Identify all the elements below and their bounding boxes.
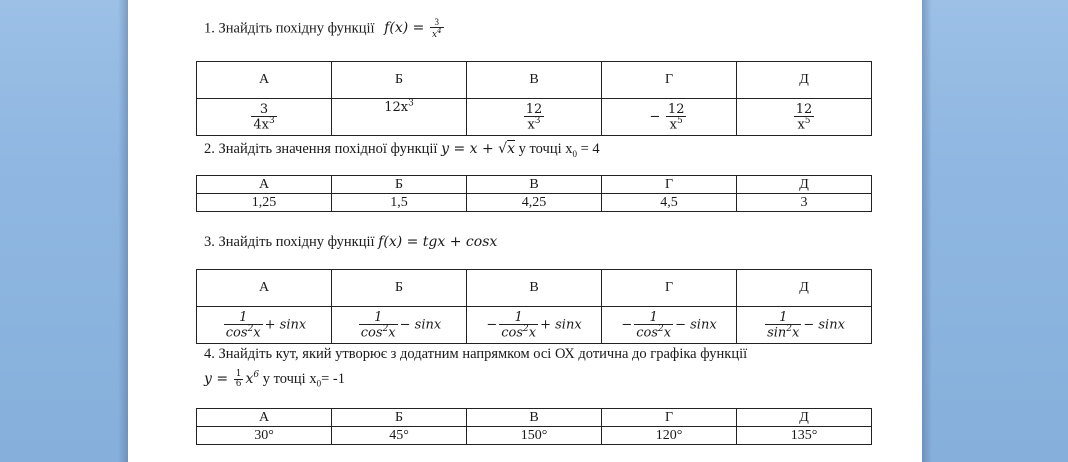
header-c: В (467, 176, 602, 194)
answers-table-4 (196, 408, 872, 445)
table-row (197, 307, 872, 344)
question-3-text: 3. Знайдіть похідну функції (204, 234, 375, 250)
answer-e: 3 (737, 194, 872, 212)
header-d: Г (602, 409, 737, 427)
question-3 (204, 233, 497, 251)
header-d: Г (602, 270, 737, 307)
answers-table-2 (196, 175, 872, 212)
answer-c: − $\frac{1}{\cos^2x}$ + sinx (467, 307, 602, 344)
answer-c: 150° (467, 427, 602, 445)
table-header-row (197, 270, 872, 307)
question-2: 2. Знайдіть значення похідної функції y = x + √x у точці $х_0 = 4$ (204, 141, 600, 159)
table-row (197, 427, 872, 445)
header-d: Г (602, 62, 737, 99)
answer-d: − $\frac{1}{\cos^2x}$ − sinx (602, 307, 737, 344)
answer-a: $\frac{3}{4x^3}$ (197, 99, 332, 136)
question-4-fraction: $\frac{1}{6}$ (235, 369, 242, 389)
header-b: Б (332, 270, 467, 307)
answer-c: $\frac{12}{x^3}$ (467, 99, 602, 136)
answers-table-3 (196, 269, 872, 344)
answer-d: − $\frac{12}{x^5}$ (602, 99, 737, 136)
table-row (197, 194, 872, 212)
answer-e: $\frac{1}{\sin^2x}$ − sinx (737, 307, 872, 344)
question-2-text: 2. Знайдіть значення похідної функції (204, 141, 438, 157)
question-4-line-2: y = $\frac{1}{6}$ $x^6$ у точці $х_0= -1$ (204, 369, 345, 389)
answer-b: $\frac{1}{\cos^2x}$ − sinx (332, 307, 467, 344)
header-d: Г (602, 176, 737, 194)
table-row (197, 99, 872, 136)
question-2-formula: y = x + √x (441, 141, 515, 157)
page-shadow-left (118, 0, 128, 462)
answer-a: 30° (197, 427, 332, 445)
header-c: В (467, 270, 602, 307)
answer-c: 4,25 (467, 194, 602, 212)
question-4-line-1: 4. Знайдіть кут, який утворює з додатним напрямком осі ОХ дотична до графіка функції (204, 346, 748, 362)
table-header-row (197, 176, 872, 194)
answer-d: 4,5 (602, 194, 737, 212)
header-e: Д (737, 270, 872, 307)
table-header-row (197, 409, 872, 427)
answers-table-1 (196, 61, 872, 136)
table-header-row (197, 62, 872, 99)
answer-b: 45° (332, 427, 467, 445)
answer-d: 120° (602, 427, 737, 445)
header-a: А (197, 176, 332, 194)
header-a: А (197, 270, 332, 307)
answer-b: 1,5 (332, 194, 467, 212)
question-1-fraction: $\frac{3}{x^4}$ (431, 17, 442, 40)
question-1-text: 1. Знайдіть похідну функції (204, 20, 375, 37)
answer-e: $\frac{12}{x^5}$ (737, 99, 872, 136)
question-1 (204, 18, 446, 40)
header-b: Б (332, 409, 467, 427)
header-a: А (197, 62, 332, 99)
answer-a: $\frac{1}{\cos^2x}$ + sinx (197, 307, 332, 344)
question-3-formula: f(x) = tgx + cosx (378, 234, 498, 250)
header-b: Б (332, 62, 467, 99)
header-c: В (467, 409, 602, 427)
header-e: Д (737, 62, 872, 99)
header-a: А (197, 409, 332, 427)
header-b: Б (332, 176, 467, 194)
answer-a: 1,25 (197, 194, 332, 212)
page-shadow-right (922, 0, 932, 462)
header-e: Д (737, 409, 872, 427)
header-e: Д (737, 176, 872, 194)
answer-b: $12x^3$ (332, 99, 467, 136)
document-page (128, 0, 922, 462)
header-c: В (467, 62, 602, 99)
question-1-function: f(x) = (384, 20, 425, 37)
answer-e: 135° (737, 427, 872, 445)
